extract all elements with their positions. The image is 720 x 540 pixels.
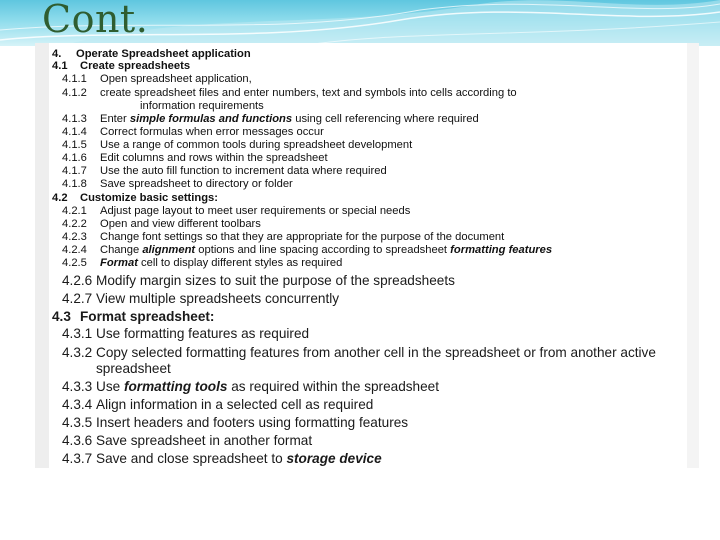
- item-4-1-2: 4.1.2 create spreadsheet files and enter numbers, text and symbols into cells according to: [62, 87, 517, 99]
- slide-title: Cont.: [42, 0, 149, 41]
- item-4-2-1: 4.2.1 Adjust page layout to meet user requirements or special needs: [62, 205, 411, 217]
- item-4-2-3: 4.2.3 Change font settings so that they are appropriate for the purpose of the document: [62, 231, 505, 243]
- item-4-3-5: 4.3.5 Insert headers and footers using formatting features: [62, 415, 409, 430]
- item-4-1-8: 4.1.8 Save spreadsheet to directory or folder: [62, 178, 293, 190]
- item-4-3-1: 4.3.1 Use formatting features as required: [62, 326, 310, 341]
- item-4-1-3: 4.1.3 Enter simple formulas and functions using cell referencing where required: [62, 113, 479, 125]
- item-4-2-6: 4.2.6 Modify margin sizes to suit the purpose of the spreadsheets: [62, 273, 455, 288]
- item-4-1-4: 4.1.4 Correct formulas when error messages occur: [62, 126, 324, 138]
- item-4-2-7: 4.2.7 View multiple spreadsheets concurrently: [62, 291, 340, 306]
- subsection-4-3-header: 4.3 Format spreadsheet:: [52, 309, 215, 324]
- item-4-1-5: 4.1.5 Use a range of common tools during spreadsheet development: [62, 139, 413, 151]
- item-4-1-7: 4.1.7 Use the auto fill function to increment data where required: [62, 165, 387, 177]
- item-4-3-2: 4.3.2 Copy selected formatting features from another cell in the spreadsheet or from another active: [62, 345, 656, 360]
- item-4-2-2: 4.2.2 Open and view different toolbars: [62, 218, 261, 230]
- subsection-4-2-header: 4.2 Customize basic settings:: [52, 192, 219, 204]
- item-4-1-6: 4.1.6 Edit columns and rows within the spreadsheet: [62, 152, 328, 164]
- item-4-3-6: 4.3.6 Save spreadsheet in another format: [62, 433, 313, 448]
- item-4-3-4: 4.3.4 Align information in a selected cell as required: [62, 397, 374, 412]
- item-4-1-1: 4.1.1 Open spreadsheet application,: [62, 73, 252, 85]
- subsection-4-1-header: 4.1 Create spreadsheets: [52, 60, 191, 72]
- item-4-3-7: 4.3.7 Save and close spreadsheet to storage device: [62, 451, 382, 466]
- item-4-3-2-continued: spreadsheet: [96, 361, 171, 376]
- section-4-header: 4. Operate Spreadsheet application: [52, 48, 251, 60]
- item-4-1-2-continued: information requirements: [140, 100, 264, 112]
- item-4-3-3: 4.3.3 Use formatting tools as required within the spreadsheet: [62, 379, 440, 394]
- item-4-2-5: 4.2.5 Format cell to display different styles as required: [62, 257, 343, 269]
- left-margin-strip: [35, 43, 49, 468]
- right-margin-strip: [687, 43, 699, 468]
- item-4-2-4: 4.2.4 Change alignment options and line spacing according to spreadsheet formatting features: [62, 244, 553, 256]
